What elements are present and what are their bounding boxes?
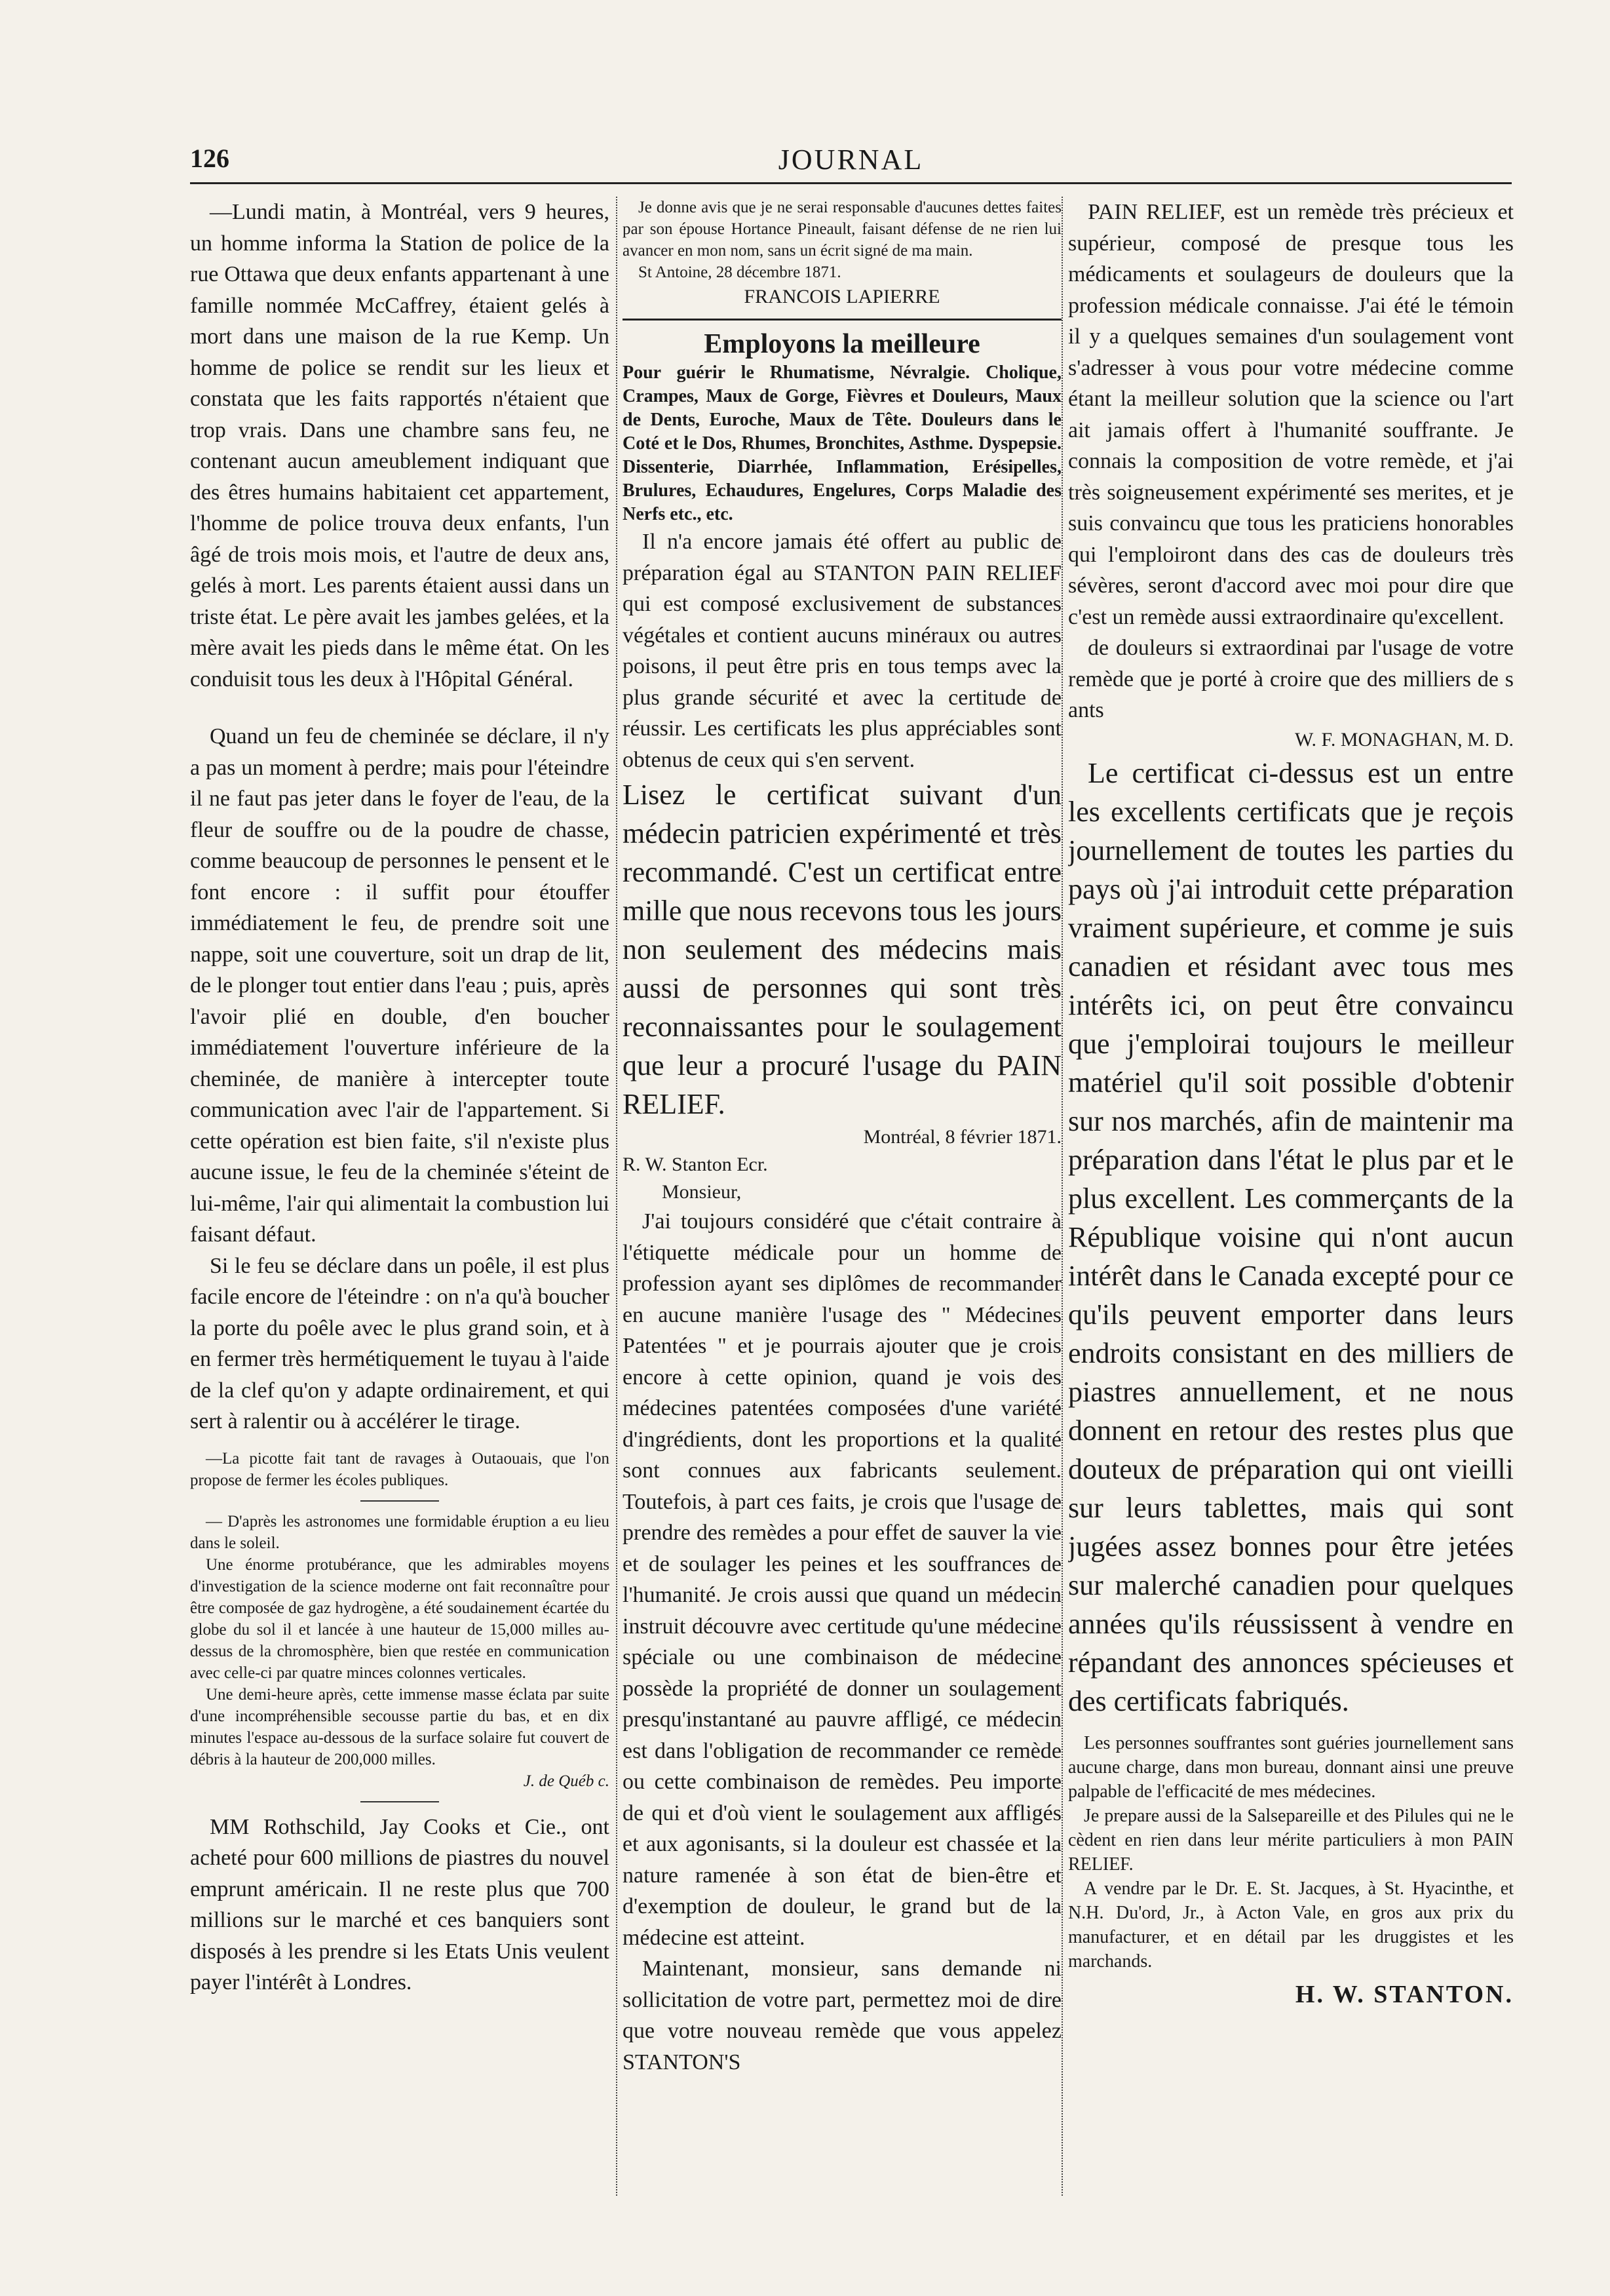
letter-continued: PAIN RELIEF, est un remède très précieux et supérieur, composé de presque tous les médicaments et soulageurs de douleurs que la profession médicale connaisse. J'ai été le témoin il y a quelques semaines d'un soulagement vont s'adresser à vous pour votre médecine comme étant la meilleur solution que la science ou l'art ait jamais offert à l'humanité souffrante. Je connais la composition de votre remède, et j'ai très soigneusement expérimenté ses merites, et je suis convaincu que tous les praticiens honorables qui l'emploiront dans des cas de douleurs très sévères, seront d'accord avec moi pour dire que c'est un remède aussi extraordinaire qu'excellent.: [1068, 200, 1514, 629]
letter-date: Montréal, 8 février 1871.: [863, 1126, 1062, 1148]
news-item-chimney-fire: Quand un feu de cheminée se déclare, il n'y a pas un moment à perdre; mais pour l'éteindre il ne faut pas jeter dans le foyer de l'eau, de la fleur de souffre ou de la poudre de chasse, comme beaucoup de personnes le pensent et le font encore : il suffit pour étouffer immédiatement le feu, de prendre soit une nappe, soit une couverture, soit un drap de lit, de le plonger tout entier dans l'eau ; puis, après l'avoir plié en double, d'en boucher immédiatement l'ouverture inférieure de la cheminée, de manière à intercepter toute communication avec l'air de l'appartement. Si cette opération est bien faite, s'il n'existe plus aucune issue, le feu de la cheminée s'éteint de lui-même, l'air qui alimentait la combustion lui faisant défaut.: [190, 724, 609, 1247]
news-item-solar-eruption-3: Une demi-heure après, cette immense masse éclata par suite d'une incompréhensible secousse partie du bas, et en dix minutes l'espace au-dessous de la surface solaire fut couvert de débris à la hauteur de 200,000 milles.: [190, 1685, 609, 1768]
news-item-solar-eruption: — D'après les astronomes une formidable éruption a eu lieu dans le soleil.: [190, 1512, 609, 1552]
stanton-other-products: Je prepare aussi de la Salsepareille et des Pilules qui ne le cèdent en rien dans leur mérite particuliers à mon PAIN RELIEF.: [1068, 1805, 1514, 1875]
news-item-rothschild: MM Rothschild, Jay Cooks et Cie., ont acheté pour 600 millions de piastres du nouvel emprunt américain. Il ne reste plus que 700 millions sur le marché et ces banquiers sont disposés à les prendre si les Etats Unis veulent payer l'intérêt à Londres.: [190, 1814, 609, 1994]
news-item-smallpox: —La picotte fait tant de ravages à Outaouais, que l'on propose de fermer les écoles publiques.: [190, 1449, 609, 1489]
letter-recipient: R. W. Stanton Ecr.: [623, 1154, 768, 1175]
letter-salutation: Monsieur,: [662, 1181, 742, 1203]
header-rule: [190, 182, 1512, 184]
notice-text: Je donne avis que je ne serai responsable d'aucunes dettes faites par son épouse Hortance Pineault, faisant défense de ne rien lui avancer en mon nom, sans un écrit signé de ma main.: [623, 199, 1062, 260]
page-header: [190, 131, 1512, 184]
letter-signature: W. F. MONAGHAN, M. D.: [1294, 728, 1514, 750]
column-1: [190, 197, 609, 2261]
ad-ailments-list: Pour guérir le Rhumatisme, Névralgie. Cholique, Crampes, Maux de Gorge, Fièvres et Douleurs, Maux de Dents, Euroche, Maux de Tête. Douleurs dans le Coté et le Dos, Rhumes, Bronchites, Asthme. Dyspepsie. Dissenterie, Diarrhée, Inflammation, Erésipelles, Brulures, Echaudures, Engelures, Corps Maladie des Nerfs etc., etc.: [623, 362, 1062, 524]
ad-lisez-certificat: Lisez le certificat suivant d'un médecin patricien expérimenté et très recommandé. C'est un certificat entre mille que nous recevons tous les jours non seulement des médecins mais aussi de personnes qui sont très reconnaissantes pour le soulagement que leur a procuré l'usage du PAIN RELIEF.: [623, 779, 1062, 1120]
page-number: 126: [190, 144, 229, 173]
column-divider: [616, 197, 617, 2196]
separator: [623, 319, 1062, 321]
letter-body: J'ai toujours considéré que c'était contraire à l'étiquette médicale pour un homme de profession ayant ses diplômes de recommander en aucune manière l'usage des " Médecines Patentées " et je pourrais ajouter que je crois encore à cette opinion, quand je vois des médecines patentées composées d'une variété d'ingrédients, dont les proportions et la qualité sont connues aux fabricants seulement. Toutefois, à part ces faits, je crois que l'usage de prendre des remèdes a pour effet de sauver la vie et de soulager les peines et les souffrances de l'humanité. Je crois aussi que quand un médecin instruit découvre avec certitude qu'une médecine spéciale ou une combinaison de médecine possède la propriété de donner un soulagement presqu'instantané au pauvre affligé, ce médecin est dans l'obligation de recommander ce remède ou cette combinaison de remèdes. Peu importe de qui et d'où vient le soulagement aux affligés et aux agonisants, si la douleur est chassée et la nature ramenée à son état de bien-être et d'exemption de douleur, le grand but de la médecine est atteint.: [623, 1209, 1062, 1950]
stanton-statement: Le certificat ci-dessus est un entre les excellents certificats que je reçois journellement de toutes les parties du pays où j'ai introduit cette préparation vraiment supérieure, et comme je suis canadien et résidant avec tous mes intérêts ici, on peut être convaincu que j'emploirai toujours le meilleur matériel qu'il soit possible d'obtenir sur nos marchés, afin de maintenir ma préparation dans l'état le plus par et le plus excellent. Les commerçants de la République voisine qui n'ont aucun intérêt dans le Canada excepté pour ce qu'ils peuvent emporter dans leurs endroits consistant en des milliers de piastres annuellement, et ne nous donnent en retour des restes plus que douteux de préparation qui ont vieilli sur leurs tablettes, mais qui sont jugées assez bonnes pour être jetées sur malerché canadien pour quelques années qu'ils réussissent à vendre en répandant des annonces spécieuses et des certificats fabriqués.: [1068, 756, 1514, 1717]
notice-signature: FRANCOIS LAPIERRE: [744, 286, 940, 307]
letter-fragment: de douleurs si extraordinai par l'usage de votre remède que je porté à croire que des milliers de s ants: [1068, 636, 1514, 722]
ad-body: Il n'a encore jamais été offert au public de préparation égal au STANTON PAIN RELIEF qui est composé exclusivement de substances végétales et contient aucuns minéraux ou autres poisons, il peut être pris en tous temps avec la plus grande sécurité et avec la certitude de réussir. Les certificats les plus appréciables sont obtenus de ceux qui s'en servent.: [623, 530, 1062, 772]
column-3: [1068, 197, 1514, 2261]
stanton-signature: H. W. STANTON.: [1295, 1980, 1514, 2008]
ad-headline: Employons la meilleure: [704, 329, 980, 359]
stanton-vendors: A vendre par le Dr. E. St. Jacques, à St. Hyacinthe, et N.H. Du'ord, Jr., à Acton Vale, en gros aux prix du manufacturer, et en détail par les druggistes et les marchands.: [1068, 1878, 1514, 1972]
column-divider: [1062, 197, 1063, 2196]
news-item-montreal-frozen-children: —Lundi matin, à Montréal, vers 9 heures, un homme informa la Station de police de la rue Ottawa que deux enfants appartenant à une famille nommée McCaffrey, étaient gelés à mort dans une maison de la rue Kemp. Un homme de police se rendit sur les lieux et constata que les faits rapportés n'étaient que trop vrais. Dans une chambre sans feu, ne contenant aucun ameublement indiquant que des êtres humains habitaient cet appartement, l'homme de police trouva deux enfants, l'un âgé de trois mois mois, et l'autre de deux ans, gelés à mort. Les parents étaient aussi dans un triste état. Le père avait les jambes gelées, et la mère avait les pieds dans le même état. On les conduisit tous les deux à l'Hôpital Général.: [190, 200, 609, 691]
letter-body-2: Maintenant, monsieur, sans demande ni sollicitation de votre part, permettez moi de dire que votre nouveau remède que vous appelez STANTON'S: [623, 1956, 1062, 2074]
stanton-free-treatment: Les personnes souffrantes sont guéries journellement sans aucune charge, dans mon bureau, donnant ainsi une preuve palpable de l'efficacité de mes médecines.: [1068, 1732, 1514, 1802]
news-source: J. de Québ c.: [523, 1772, 609, 1790]
running-title: JOURNAL: [778, 144, 924, 176]
separator: [360, 1801, 439, 1802]
news-item-stove-fire: Si le feu se déclare dans un poêle, il est plus facile encore de l'éteindre : on n'a qu'à boucher la porte du poêle avec le plus grand soin, et à en fermer très hermétiquement le tuyau à l'aide de la clef qu'on y adapte ordinairement, et qui sert à ralentir ou à accélérer le tirage.: [190, 1253, 609, 1433]
news-item-solar-eruption-2: Une énorme protubérance, que les admirables moyens d'investigation de la science moderne ont fait reconnaître pour être composée de gaz hydrogène, a été soudainement écartée du globe du sol il et lancée à une hauteur de 15,000 milles au-dessus de la chromosphère, bien que restée en communication avec celle-ci par quatre minces colonnes verticales.: [190, 1555, 609, 1682]
column-2: [623, 197, 1062, 2261]
notice-date: St Antoine, 28 décembre 1871.: [638, 263, 841, 281]
separator: [360, 1500, 439, 1502]
